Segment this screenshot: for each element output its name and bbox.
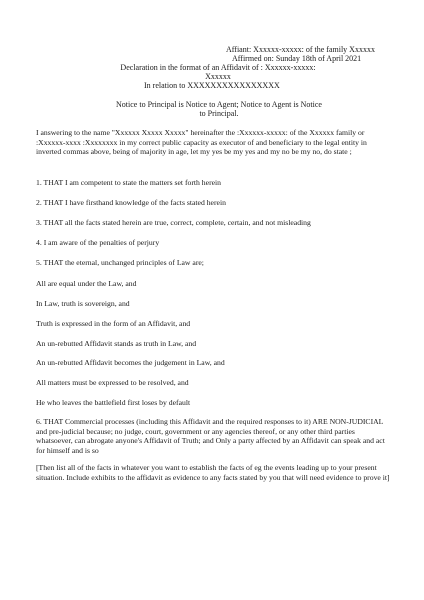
item-4: 4. I am aware of the penalties of perjury [36, 238, 160, 247]
maxim-item: An un-rebutted Affidavit stands as truth in Law, and [36, 339, 197, 348]
item-5: 5. THAT the eternal, unchanged principles of Law are; [36, 258, 204, 267]
maxim-item: Truth is expressed in the form of an Affidavit, and [36, 319, 191, 328]
maxim-item: An un-rebutted Affidavit becomes the judgement in Law, and [36, 358, 225, 367]
notice-line-1: Notice to Principal is Notice to Agent; Notice to Agent is Notice [116, 100, 322, 109]
maxim-item: All are equal under the Law, and [36, 279, 137, 288]
relation-line: In relation to XXXXXXXXXXXXXXXX [144, 81, 280, 90]
item-6: 6. THAT Commercial processes (including this Affidavit and the required responses to it) ARE NON-JUDICIAL and pre-judicial because; no judge, court, government or any agencies thereof, or any other third parties whatsoever, can abrogate anyone's Affidavit of Truth; and Only a party affected by an Affidavit can speak and act for himself and is so [36, 417, 385, 456]
intro-paragraph: I answering to the name "Xxxxxx Xxxxx Xxxxx" hereinafter the :Xxxxxx-xxxxx: of the Xxxxxx family or :Xxxxxx-xxxx :Xxxxxxxx in my correct public capacity as executor of and beneficiary to the legal entity in inverted commas above, being of majority in age, let my yes be my yes and my no be my no, do state ; [36, 128, 367, 157]
item-2: 2. THAT I have firsthand knowledge of the facts stated herein [36, 198, 226, 207]
declaration-line-1: Declaration in the format of an Affidavit of : Xxxxxx-xxxxx: [120, 63, 316, 72]
affirmed-date-line: Affirmed on: Sunday 18th of April 2021 [232, 54, 362, 63]
declaration-line-2: Xxxxxx [205, 72, 231, 81]
affiant-line: Affiant: Xxxxxx-xxxxx: of the family Xxxxxx [226, 45, 375, 54]
maxim-item: In Law, truth is sovereign, and [36, 299, 130, 308]
maxim-item: He who leaves the battlefield first loses by default [36, 398, 191, 407]
item-3: 3. THAT all the facts stated herein are true, correct, complete, certain, and not misleading [36, 218, 311, 227]
instruction-paragraph: [Then list all of the facts in whatever you want to establish the facts of eg the events leading up to your present situation. Include exhibits to the affidavit as evidence to any facts stated by you that will need evidence to prove it] [36, 463, 390, 482]
maxim-item: All matters must be expressed to be resolved, and [36, 378, 189, 387]
notice-line-2: to Principal. [199, 109, 239, 118]
item-1: 1. THAT I am competent to state the matters set forth herein [36, 178, 222, 187]
